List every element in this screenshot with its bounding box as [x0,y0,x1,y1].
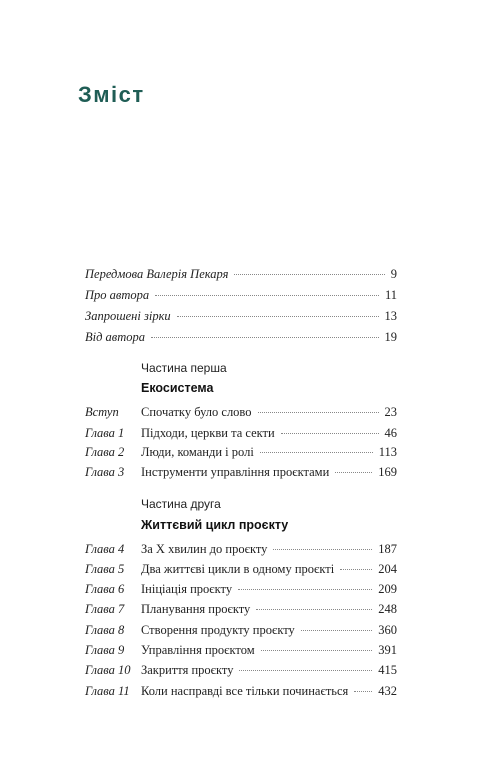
toc-entry-page: 415 [378,663,397,677]
toc-entry-page: 248 [378,602,397,616]
toc-entry-title: За Х хвилин до проєкту [141,542,268,556]
toc-entry[interactable] [85,682,397,700]
toc-entry-title: Два життєві цикли в одному проєкті [141,562,335,576]
toc-entry-page: 46 [384,426,397,440]
toc-entry-page: 432 [378,684,397,698]
chapter-number: Глава 11 [85,684,130,698]
leader-dots [340,569,372,570]
chapter-number: Глава 5 [85,562,125,576]
leader-dots [260,452,373,453]
toc-entry-page: 204 [378,562,397,576]
part-title[interactable]: Життєвий цикл проєкту [141,518,289,532]
leader-dots [155,295,379,296]
toc-entry-title: Створення продукту проєкту [141,623,295,637]
toc-entry-title: Підходи, церкви та секти [141,426,275,440]
toc-entry-page: 23 [384,405,397,419]
toc-entry-title: Управління проєктом [141,643,255,657]
leader-dots [354,691,372,692]
toc-entry-page: 113 [378,445,397,459]
toc-entry[interactable] [85,540,397,558]
toc-entry-title: Запрошені зірки [85,309,171,323]
toc-entry[interactable] [85,600,397,618]
chapter-number: Глава 9 [85,643,125,657]
part-title[interactable]: Екосистема [141,381,214,395]
leader-dots [258,412,379,413]
chapter-number: Глава 2 [85,445,125,459]
toc-entry[interactable] [85,424,397,442]
toc-entry-guest-stars[interactable] [85,307,397,325]
chapter-number: Глава 3 [85,465,125,479]
toc-entry[interactable] [85,621,397,639]
chapter-number: Глава 4 [85,542,125,556]
page-title: Зміст [78,82,145,107]
toc-entry-page: 209 [378,582,397,596]
toc-entry-title: Ініціація проєкту [141,582,233,596]
toc-entry[interactable] [85,443,397,461]
leader-dots [234,274,384,275]
toc-entry-about-author[interactable] [85,286,397,304]
leader-dots [301,630,372,631]
toc-entry-from-author[interactable] [85,328,397,346]
chapter-number: Вступ [85,405,119,419]
toc-entry-title: Інструменти управління проєктами [141,465,330,479]
toc-entry-foreword[interactable] [85,265,397,283]
part-label: Частина друга [141,497,221,511]
toc-entry-title: Спочатку було слово [141,405,252,419]
chapter-number: Глава 6 [85,582,125,596]
leader-dots [273,549,372,550]
toc-entry-page: 187 [378,542,397,556]
toc-entry-page: 9 [390,267,397,281]
toc-entry-page: 11 [384,288,397,302]
toc-entry[interactable] [85,641,397,659]
toc-entry-page: 19 [384,330,397,344]
chapter-number: Глава 7 [85,602,125,616]
toc-entry-page: 169 [378,465,397,479]
leader-dots [256,609,372,610]
toc-entry-title: Планування проєкту [141,602,251,616]
toc-entry[interactable] [85,463,397,481]
toc-entry[interactable] [85,403,397,421]
leader-dots [177,316,379,317]
leader-dots [238,589,372,590]
part-label: Частина перша [141,361,227,375]
toc-entry-title: Передмова Валерія Пекаря [85,267,229,281]
toc-entry[interactable] [85,661,397,679]
toc-entry-page: 13 [384,309,397,323]
leader-dots [239,670,372,671]
leader-dots [261,650,373,651]
leader-dots [151,337,378,338]
toc-entry-title: Про автора [85,288,150,302]
leader-dots [335,472,372,473]
chapter-number: Глава 10 [85,663,131,677]
toc-entry-title: Коли насправді все тільки починається [141,684,349,698]
toc-entry-title: Люди, команди і ролі [141,445,254,459]
toc-entry[interactable] [85,580,397,598]
toc-entry-title: Закриття проєкту [141,663,234,677]
toc-entry-page: 360 [378,623,397,637]
leader-dots [281,433,379,434]
toc-entry-title: Від автора [85,330,146,344]
toc-entry-page: 391 [378,643,397,657]
chapter-number: Глава 1 [85,426,125,440]
chapter-number: Глава 8 [85,623,125,637]
toc-entry[interactable] [85,560,397,578]
